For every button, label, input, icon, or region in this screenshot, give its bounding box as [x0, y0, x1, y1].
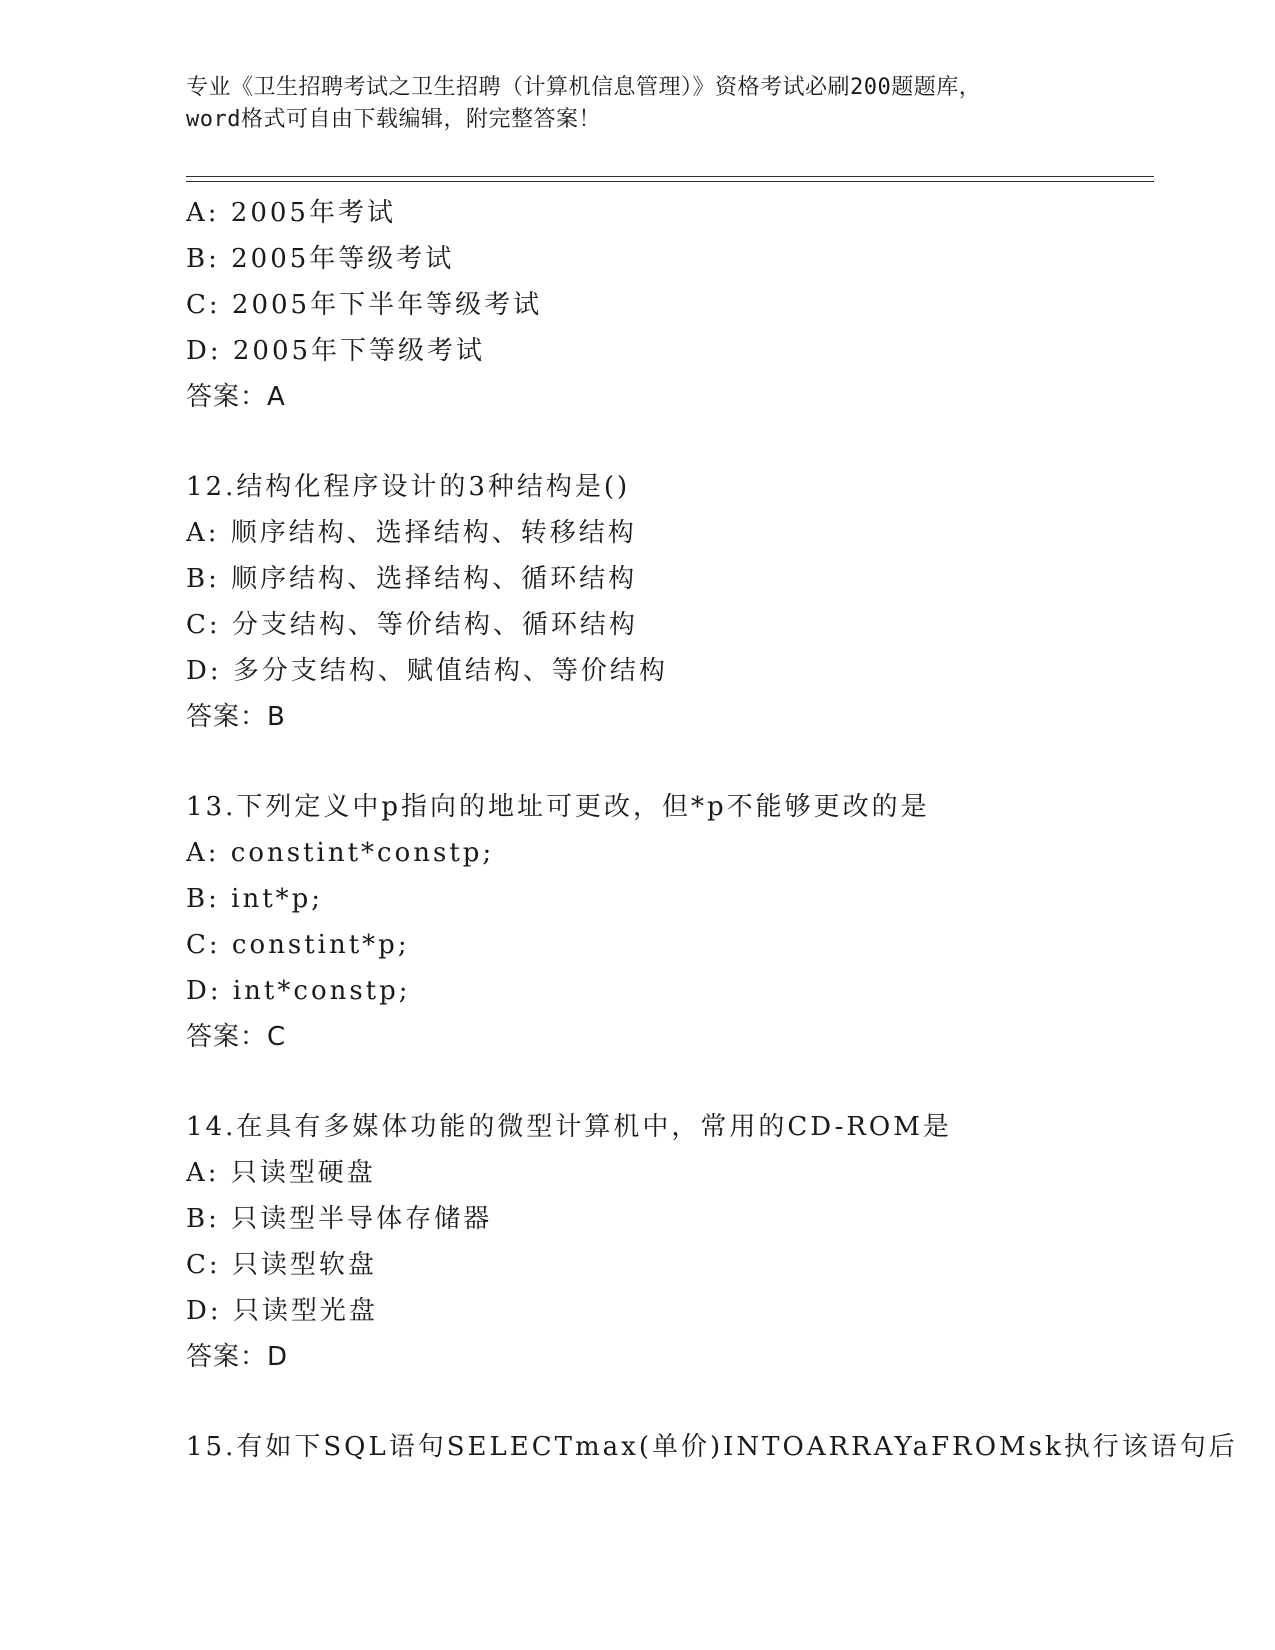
question-list: [186, 190, 1238, 1470]
answer: 答案：A: [186, 382, 286, 412]
question-11-tail: [186, 190, 1146, 420]
option-c: C: 2005年下半年等级考试: [186, 290, 543, 320]
header-rule-bottom: [186, 181, 1154, 182]
option-c: C: 分支结构、等价结构、循环结构: [186, 610, 638, 640]
question-13: [186, 784, 1146, 1060]
option-b: B: 顺序结构、选择结构、循环结构: [186, 564, 638, 594]
option-b: B: 只读型半导体存储器: [186, 1204, 493, 1234]
answer: 答案：D: [186, 1342, 289, 1372]
option-c: C: constint*p;: [186, 930, 410, 960]
question-text: 12.结构化程序设计的3种结构是(): [186, 472, 631, 502]
option-d: D: 2005年下等级考试: [186, 336, 486, 366]
option-d: D: 多分支结构、赋值结构、等价结构: [186, 656, 668, 686]
answer: 答案：B: [186, 702, 286, 732]
option-a: A: 2005年考试: [186, 198, 396, 228]
header-line-1: 专业《卫生招聘考试之卫生招聘（计算机信息管理）》资格考试必刷200题题库，: [186, 75, 982, 100]
question-15: [186, 1424, 1238, 1470]
option-d: D: 只读型光盘: [186, 1296, 378, 1326]
option-b: B: 2005年等级考试: [186, 244, 455, 274]
question-text: 15.有如下SQL语句SELECTmax(单价)INTOARRAYaFROMsk执行该语句后: [186, 1432, 1238, 1462]
question-12: [186, 464, 1146, 740]
option-a: A: 顺序结构、选择结构、转移结构: [186, 518, 637, 548]
question-14: [186, 1104, 1146, 1380]
option-c: C: 只读型软盘: [186, 1250, 377, 1280]
question-text: 14.在具有多媒体功能的微型计算机中，常用的CD-ROM是: [186, 1112, 952, 1142]
answer: 答案：C: [186, 1022, 287, 1052]
question-text: 13.下列定义中p指向的地址可更改，但*p不能够更改的是: [186, 792, 930, 822]
document-header: [186, 72, 1086, 136]
option-a: A: constint*constp;: [186, 838, 495, 868]
option-d: D: int*constp;: [186, 976, 411, 1006]
option-a: A: 只读型硬盘: [186, 1158, 376, 1188]
option-b: B: int*p;: [186, 884, 324, 914]
header-line-2: word格式可自由下载编辑，附完整答案！: [186, 107, 601, 132]
header-rule-top: [186, 176, 1154, 177]
